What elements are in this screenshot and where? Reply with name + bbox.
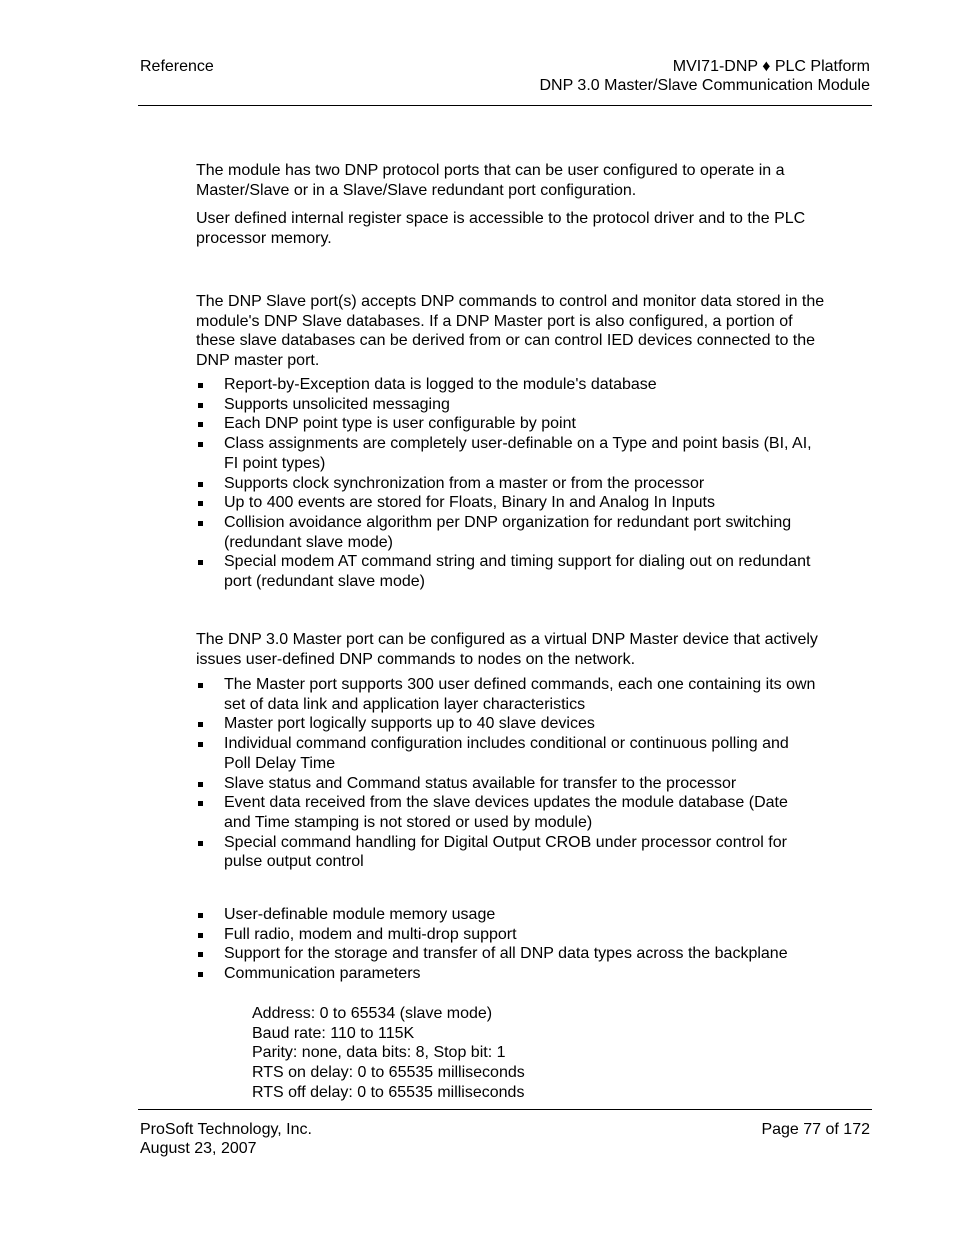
list-item: Individual command configuration includes conditional or continuous polling and Poll Delay Time <box>196 734 816 773</box>
master-paragraph: The DNP 3.0 Master port can be configured as a virtual DNP Master device that actively issues user-defined DNP commands to nodes on the network. <box>196 631 818 668</box>
list-item: Full radio, modem and multi-drop support <box>196 925 816 945</box>
list-item: Communication parameters <box>196 964 816 984</box>
bullet-icon <box>198 501 203 506</box>
bullet-icon <box>198 422 203 427</box>
list-item: Event data received from the slave devices updates the module database (Date and Time stamping is not stored or used by module) <box>196 793 816 832</box>
intro-paragraph-1: The module has two DNP protocol ports that can be user configured to operate in a Master/Slave or in a Slave/Slave redundant port configuration. <box>196 162 785 199</box>
bullet-icon <box>198 913 203 918</box>
list-item: Collision avoidance algorithm per DNP organization for redundant port switching (redundant slave mode) <box>196 513 816 552</box>
list-item: Supports unsolicited messaging <box>196 395 816 415</box>
bullet-icon <box>198 782 203 787</box>
slave-paragraph: The DNP Slave port(s) accepts DNP commands to control and monitor data stored in the module's DNP Slave databases. If a DNP Master port is also configured, a portion of these slave databases can be derived from or can control IED devices connected to the DNP master port. <box>196 293 825 370</box>
list-item: Slave status and Command status available for transfer to the processor <box>196 774 816 794</box>
bullet-icon <box>198 841 203 846</box>
intro-block <box>196 161 826 249</box>
comm-param-baud-rate: Baud rate: 110 to 115K <box>252 1024 415 1042</box>
list-item: Special command handling for Digital Output CROB under processor control for pulse output control <box>196 833 816 872</box>
bullet-icon <box>198 683 203 688</box>
bullet-icon <box>198 933 203 938</box>
list-item: Special modem AT command string and timing support for dialing out on redundant port (redundant slave mode) <box>196 552 816 591</box>
list-item: Up to 400 events are stored for Floats, Binary In and Analog In Inputs <box>196 493 816 513</box>
header-section-title: Reference <box>140 58 214 75</box>
bullet-icon <box>198 521 203 526</box>
bullet-icon <box>198 722 203 727</box>
intro-paragraph-2: User defined internal register space is accessible to the protocol driver and to the PLC processor memory. <box>196 210 806 248</box>
comm-param-parity: Parity: none, data bits: 8, Stop bit: 1 <box>252 1044 506 1062</box>
bullet-icon <box>198 742 203 747</box>
general-feature-list <box>196 905 816 984</box>
list-item: User-definable module memory usage <box>196 905 816 925</box>
footer-divider <box>138 1109 872 1110</box>
footer-date: August 23, 2007 <box>140 1140 257 1157</box>
bullet-icon <box>198 972 203 977</box>
list-item: Supports clock synchronization from a master or from the processor <box>196 474 816 494</box>
comm-param-rts-on-delay: RTS on delay: 0 to 65535 milliseconds <box>252 1064 525 1082</box>
bullet-icon <box>198 403 203 408</box>
master-feature-list <box>196 675 816 872</box>
footer-info <box>140 1120 312 1158</box>
list-item: The Master port supports 300 user defined commands, each one containing its own set of data link and application layer characteristics <box>196 675 816 714</box>
communication-parameters-list <box>252 1004 525 1103</box>
list-item: Master port logically supports up to 40 slave devices <box>196 714 816 734</box>
list-item: Report-by-Exception data is logged to the module's database <box>196 375 816 395</box>
bullet-icon <box>198 442 203 447</box>
bullet-icon <box>198 952 203 957</box>
footer-page-number: Page 77 of 172 <box>761 1121 870 1138</box>
bullet-icon <box>198 560 203 565</box>
list-item: Each DNP point type is user configurable by point <box>196 414 816 434</box>
list-item: Class assignments are completely user-definable on a Type and point basis (BI, AI, FI point types) <box>196 434 816 473</box>
list-item: Support for the storage and transfer of all DNP data types across the backplane <box>196 944 816 964</box>
header-product-info <box>539 57 870 95</box>
slave-feature-list <box>196 375 816 592</box>
header-product-description: DNP 3.0 Master/Slave Communication Module <box>539 77 870 94</box>
header-product-line: MVI71-DNP ♦ PLC Platform <box>672 58 870 75</box>
comm-param-address: Address: 0 to 65534 (slave mode) <box>252 1005 493 1022</box>
header-divider <box>138 105 872 106</box>
bullet-icon <box>198 383 203 388</box>
comm-param-rts-off-delay: RTS off delay: 0 to 65535 milliseconds <box>252 1083 525 1101</box>
bullet-icon <box>198 482 203 487</box>
bullet-icon <box>198 801 203 806</box>
footer-company: ProSoft Technology, Inc. <box>140 1121 312 1138</box>
